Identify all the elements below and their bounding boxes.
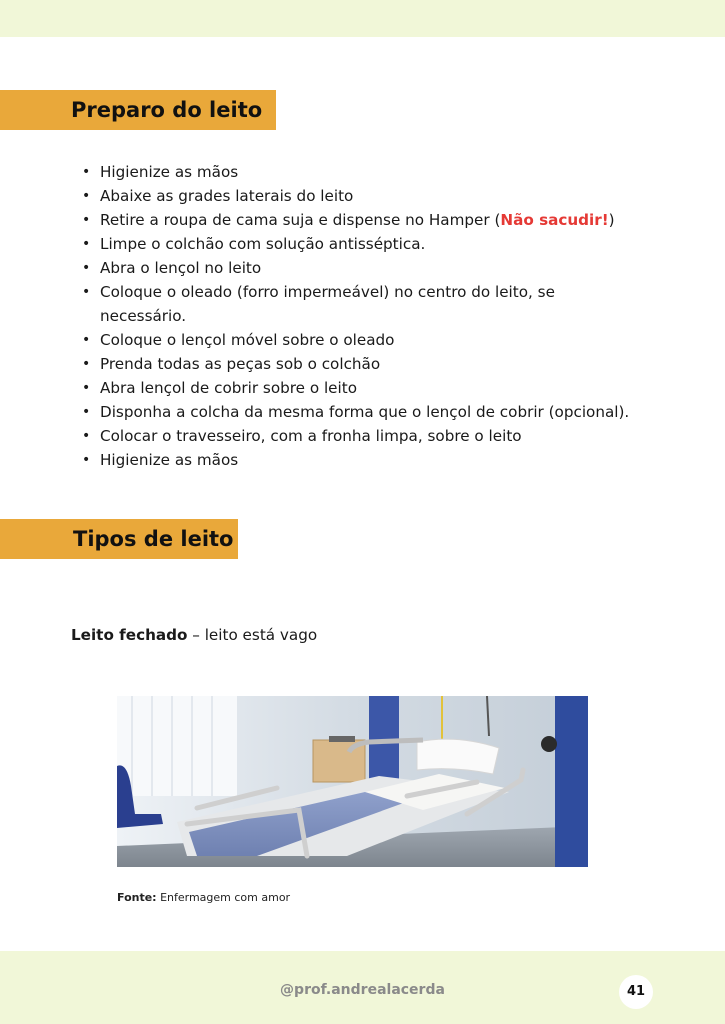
- section-heading-bar: [0, 90, 276, 130]
- list-item: [80, 424, 680, 448]
- bullet-icon: •: [82, 236, 91, 252]
- footer: [0, 951, 725, 1024]
- bullet-icon: •: [82, 380, 91, 396]
- step-text: Higienize as mãos: [100, 451, 239, 469]
- closed-bed-term: Leito fechado: [71, 626, 188, 644]
- bullet-icon: •: [82, 452, 91, 468]
- author-handle: @prof.andrealacerda: [280, 982, 445, 998]
- bullet-icon: •: [82, 260, 91, 276]
- list-item: [80, 160, 680, 184]
- bullet-icon: •: [82, 404, 91, 420]
- step-text: Abaixe as grades laterais do leito: [100, 187, 354, 205]
- section-title-preparo: Preparo do leito: [71, 98, 263, 122]
- list-item: [80, 256, 680, 280]
- step-text: Higienize as mãos: [100, 163, 239, 181]
- steps-list: [80, 160, 680, 472]
- step-text: Retire a roupa de cama suja e dispense no Hamper (: [100, 211, 501, 229]
- step-text-continued: necessário.: [100, 307, 187, 325]
- bullet-icon: •: [82, 284, 91, 300]
- section-heading-bar: [0, 519, 238, 559]
- page-number: 41: [626, 984, 646, 999]
- top-band: [0, 0, 725, 37]
- step-text: Prenda todas as peças sob o colchão: [100, 355, 381, 373]
- list-item: [80, 328, 680, 352]
- list-item: [80, 232, 680, 256]
- list-item: [80, 280, 680, 328]
- page-number-badge: [619, 975, 653, 1009]
- list-item: [80, 352, 680, 376]
- bullet-icon: •: [82, 212, 91, 228]
- alert-text: Não sacudir!: [500, 211, 609, 229]
- source-label: Fonte:: [117, 891, 157, 904]
- closed-bed-line: [71, 626, 317, 644]
- list-item: [80, 400, 680, 424]
- list-item: [80, 184, 680, 208]
- hospital-bed-photo: [117, 696, 588, 867]
- list-item: [80, 448, 680, 472]
- bullet-icon: •: [82, 428, 91, 444]
- step-text-close: ): [608, 211, 615, 229]
- closed-bed-description: – leito está vago: [187, 626, 318, 644]
- section-title-tipos: Tipos de leito: [73, 527, 234, 551]
- source-text: Enfermagem com amor: [156, 891, 291, 904]
- bullet-icon: •: [82, 332, 91, 348]
- figure-source: [117, 891, 290, 904]
- bullet-icon: •: [82, 188, 91, 204]
- hospital-bed-illustration: [117, 696, 588, 867]
- step-text: Abra o lençol no leito: [100, 259, 262, 277]
- step-text: Coloque o lençol móvel sobre o oleado: [100, 331, 395, 349]
- step-text: Coloque o oleado (forro impermeável) no centro do leito, se: [100, 283, 555, 301]
- bullet-icon: •: [82, 356, 91, 372]
- list-item: [80, 208, 680, 232]
- step-text: Limpe o colchão com solução antisséptica.: [100, 235, 426, 253]
- step-text: Abra lençol de cobrir sobre o leito: [100, 379, 357, 397]
- step-text: Disponha a colcha da mesma forma que o lençol de cobrir (opcional).: [100, 403, 630, 421]
- bullet-icon: •: [82, 164, 91, 180]
- list-item: [80, 376, 680, 400]
- step-text: Colocar o travesseiro, com a fronha limpa, sobre o leito: [100, 427, 522, 445]
